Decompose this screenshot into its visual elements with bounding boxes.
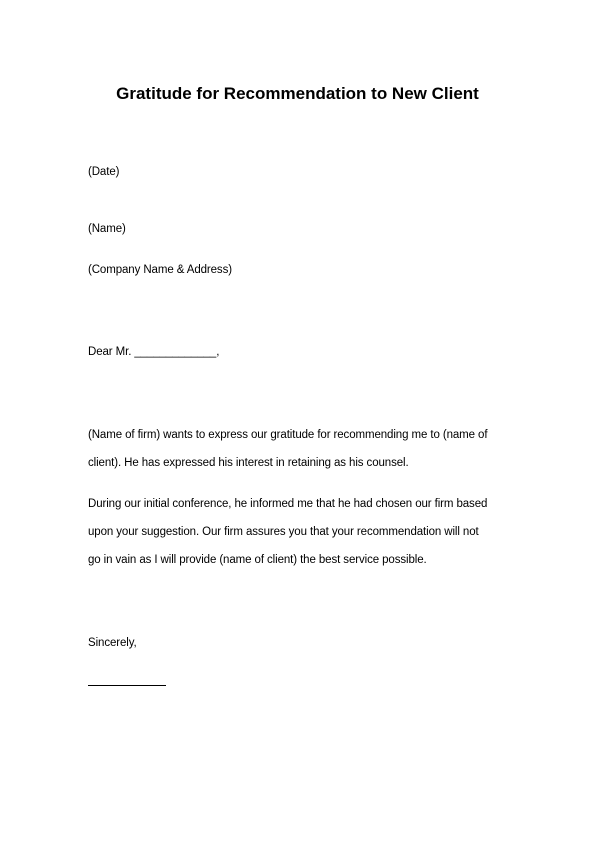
paragraph-1-line-2: client). He has expressed his interest in retaining as his counsel. xyxy=(88,457,409,469)
date-placeholder: (Date) xyxy=(88,166,120,178)
salutation: Dear Mr. _____________, xyxy=(88,346,220,358)
company-address-placeholder: (Company Name & Address) xyxy=(88,264,232,276)
letter-title: Gratitude for Recommendation to New Client xyxy=(116,84,479,103)
paragraph-2-line-3: go in vain as I will provide (name of client) the best service possible. xyxy=(88,554,427,566)
paragraph-1-line-1: (Name of firm) wants to express our gratitude for recommending me to (name of xyxy=(88,429,488,441)
paragraph-2-line-2: upon your suggestion. Our firm assures you that your recommendation will not xyxy=(88,526,479,538)
paragraph-2-line-1: During our initial conference, he informed me that he had chosen our firm based xyxy=(88,498,488,510)
recipient-name-placeholder: (Name) xyxy=(88,223,126,235)
signature-line xyxy=(88,685,166,686)
closing: Sincerely, xyxy=(88,637,137,649)
